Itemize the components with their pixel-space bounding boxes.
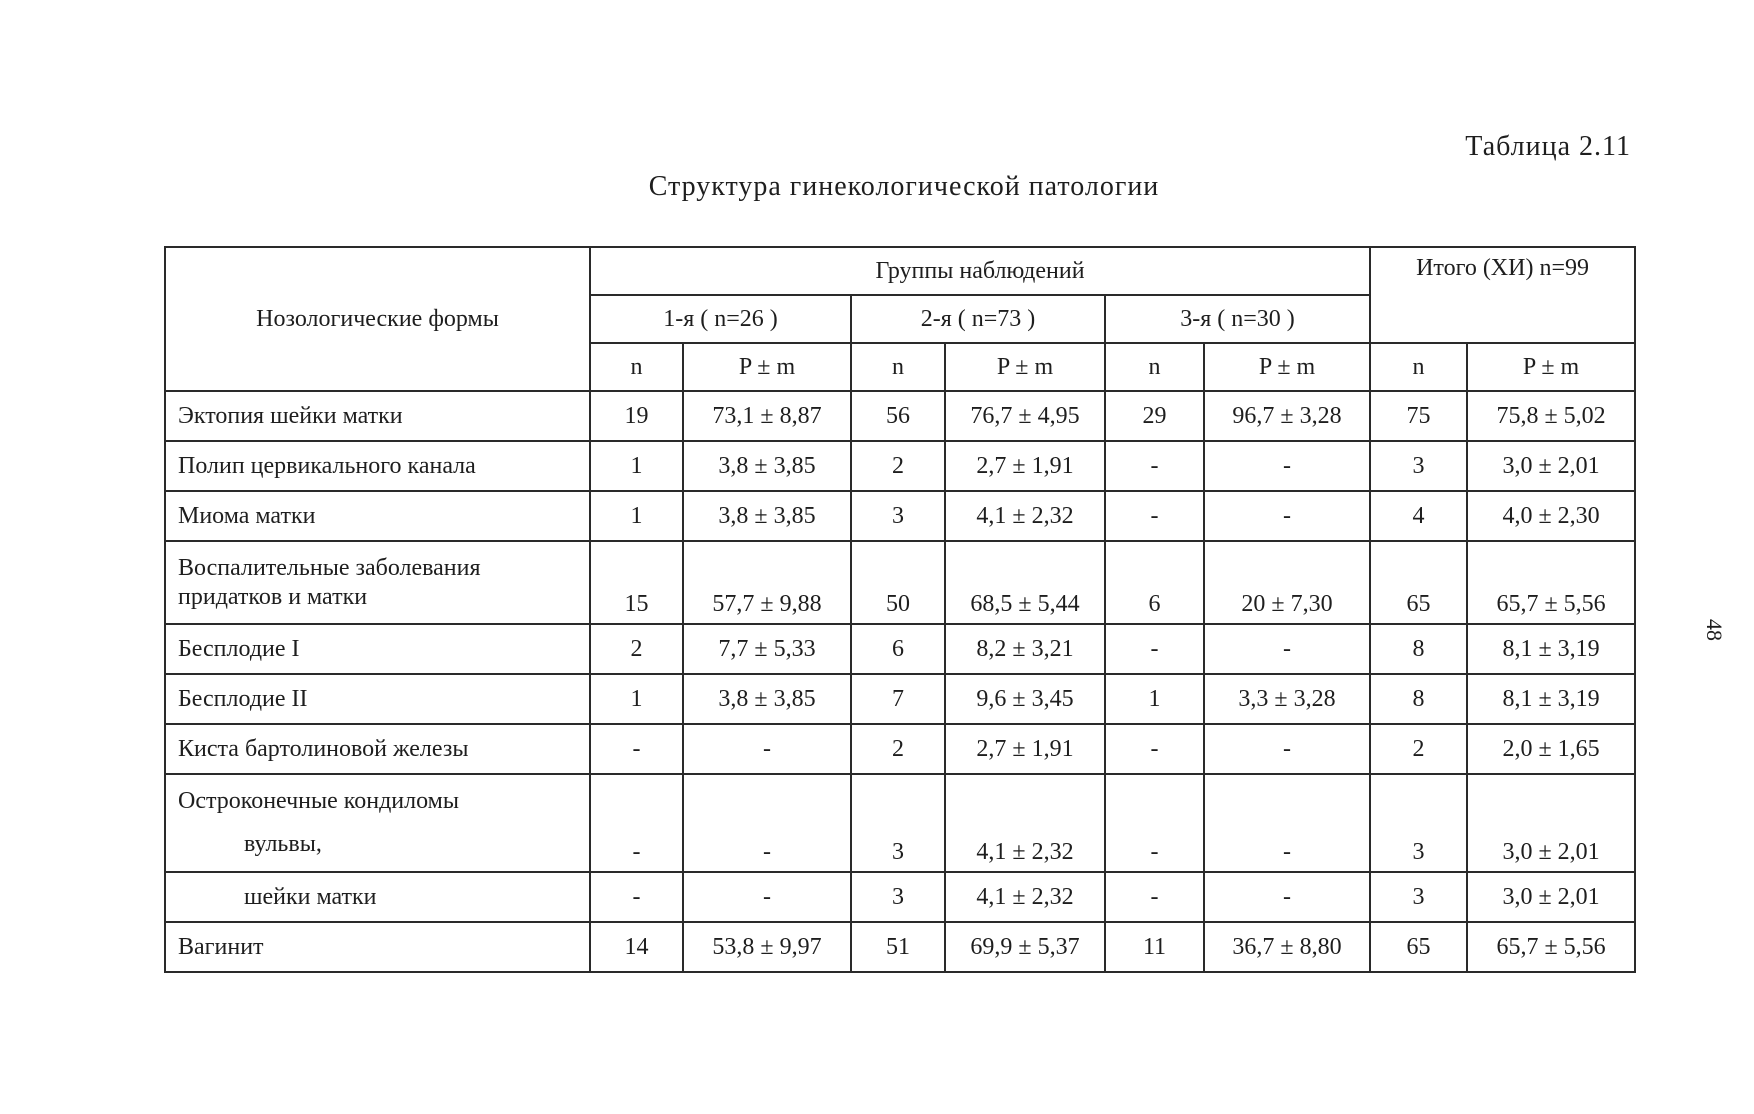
cell-total-n: 3 (1370, 774, 1467, 872)
cell-g1-n: 1 (590, 674, 683, 724)
cell-g3-n: - (1105, 624, 1204, 674)
cell-g3-n: 1 (1105, 674, 1204, 724)
cell-g2-pm: 2,7 ± 1,91 (945, 441, 1105, 491)
header-group-1: 1-я ( n=26 ) (590, 295, 851, 343)
row-name (165, 774, 590, 872)
table-row (165, 624, 1635, 674)
cell-g3-n: - (1105, 724, 1204, 774)
table-row (165, 541, 1635, 624)
cell-g3-pm: 3,3 ± 3,28 (1204, 674, 1370, 724)
row-name-sub: шейки матки (244, 883, 377, 910)
cell-g2-n: 50 (851, 541, 945, 624)
cell-g2-pm: 69,9 ± 5,37 (945, 922, 1105, 972)
cell-total-pm: 3,0 ± 2,01 (1467, 441, 1635, 491)
row-name: Эктопия шейки матки (165, 391, 590, 441)
cell-g3-n: - (1105, 872, 1204, 922)
cell-total-n: 65 (1370, 541, 1467, 624)
row-name (165, 872, 590, 922)
row-name: Полип цервикального канала (165, 441, 590, 491)
row-name: Киста бартолиновой железы (165, 724, 590, 774)
header-g2-pm: P ± m (945, 343, 1105, 391)
cell-g2-n: 2 (851, 724, 945, 774)
cell-total-n: 65 (1370, 922, 1467, 972)
table-row (165, 491, 1635, 541)
header-g3-n: n (1105, 343, 1204, 391)
row-name-line1: Воспалительные заболевания (178, 554, 481, 581)
cell-g3-n: - (1105, 774, 1204, 872)
cell-g1-pm: 53,8 ± 9,97 (683, 922, 851, 972)
row-name-title: Остроконечные кондиломы (178, 788, 459, 814)
cell-g3-pm: 36,7 ± 8,80 (1204, 922, 1370, 972)
header-row-groups (165, 247, 1635, 295)
cell-g1-pm: 7,7 ± 5,33 (683, 624, 851, 674)
cell-total-n: 3 (1370, 872, 1467, 922)
cell-g1-pm: - (683, 724, 851, 774)
header-nosology: Нозологические формы (165, 247, 590, 391)
cell-g3-pm: 96,7 ± 3,28 (1204, 391, 1370, 441)
table-row (165, 441, 1635, 491)
cell-g1-pm: 57,7 ± 9,88 (683, 541, 851, 624)
cell-g1-n: - (590, 724, 683, 774)
table-row (165, 922, 1635, 972)
cell-g3-pm: - (1204, 491, 1370, 541)
cell-g3-pm: - (1204, 624, 1370, 674)
header-g2-n: n (851, 343, 945, 391)
header-group-2: 2-я ( n=73 ) (851, 295, 1105, 343)
cell-g2-pm: 8,2 ± 3,21 (945, 624, 1105, 674)
cell-total-n: 3 (1370, 441, 1467, 491)
header-g3-pm: P ± m (1204, 343, 1370, 391)
cell-g3-pm: - (1204, 441, 1370, 491)
cell-g3-n: 6 (1105, 541, 1204, 624)
row-name: Миома матки (165, 491, 590, 541)
cell-g2-pm: 4,1 ± 2,32 (945, 491, 1105, 541)
header-groups: Группы наблюдений (590, 247, 1370, 295)
cell-g1-n: 19 (590, 391, 683, 441)
table-row (165, 774, 1635, 872)
cell-g1-pm: 3,8 ± 3,85 (683, 674, 851, 724)
cell-total-pm: 3,0 ± 2,01 (1467, 774, 1635, 872)
cell-g2-n: 6 (851, 624, 945, 674)
table-row (165, 872, 1635, 922)
cell-g2-n: 2 (851, 441, 945, 491)
cell-total-pm: 75,8 ± 5,02 (1467, 391, 1635, 441)
cell-g3-n: 29 (1105, 391, 1204, 441)
row-name: Вагинит (165, 922, 590, 972)
cell-total-pm: 2,0 ± 1,65 (1467, 724, 1635, 774)
cell-g1-n: - (590, 872, 683, 922)
table-number: Таблица 2.11 (1465, 131, 1631, 162)
row-name-line2: придатков и матки (178, 583, 368, 610)
table-row (165, 391, 1635, 441)
cell-g1-pm: 3,8 ± 3,85 (683, 441, 851, 491)
cell-g2-n: 7 (851, 674, 945, 724)
cell-g3-pm: - (1204, 724, 1370, 774)
cell-g2-n: 3 (851, 774, 945, 872)
cell-g1-pm: - (683, 774, 851, 872)
cell-total-pm: 4,0 ± 2,30 (1467, 491, 1635, 541)
page-number: 48 (1702, 619, 1727, 641)
pathology-table (164, 246, 1636, 973)
cell-g2-n: 3 (851, 491, 945, 541)
cell-g3-n: - (1105, 441, 1204, 491)
table-row (165, 674, 1635, 724)
cell-g3-pm: 20 ± 7,30 (1204, 541, 1370, 624)
cell-g2-pm: 76,7 ± 4,95 (945, 391, 1105, 441)
cell-total-n: 2 (1370, 724, 1467, 774)
cell-total-pm: 8,1 ± 3,19 (1467, 674, 1635, 724)
cell-g1-n: 1 (590, 491, 683, 541)
cell-g1-n: 1 (590, 441, 683, 491)
row-name (165, 541, 590, 624)
cell-g1-pm: 73,1 ± 8,87 (683, 391, 851, 441)
cell-g1-n: - (590, 774, 683, 872)
cell-g1-n: 15 (590, 541, 683, 624)
cell-total-pm: 65,7 ± 5,56 (1467, 922, 1635, 972)
cell-g1-pm: 3,8 ± 3,85 (683, 491, 851, 541)
cell-total-pm: 65,7 ± 5,56 (1467, 541, 1635, 624)
cell-g3-n: - (1105, 491, 1204, 541)
cell-g2-pm: 4,1 ± 2,32 (945, 774, 1105, 872)
cell-total-n: 4 (1370, 491, 1467, 541)
row-name: Бесплодие I (165, 624, 590, 674)
cell-total-n: 8 (1370, 674, 1467, 724)
cell-g1-n: 14 (590, 922, 683, 972)
cell-total-n: 75 (1370, 391, 1467, 441)
header-total-pm: P ± m (1467, 343, 1635, 391)
cell-g1-n: 2 (590, 624, 683, 674)
cell-g2-n: 3 (851, 872, 945, 922)
cell-g2-pm: 9,6 ± 3,45 (945, 674, 1105, 724)
cell-g2-n: 56 (851, 391, 945, 441)
header-total: Итого (ХИ) n=99 (1370, 247, 1635, 343)
header-total-n: n (1370, 343, 1467, 391)
cell-g2-pm: 68,5 ± 5,44 (945, 541, 1105, 624)
row-name: Бесплодие II (165, 674, 590, 724)
cell-total-pm: 8,1 ± 3,19 (1467, 624, 1635, 674)
cell-total-n: 8 (1370, 624, 1467, 674)
cell-g3-pm: - (1204, 872, 1370, 922)
cell-g1-pm: - (683, 872, 851, 922)
cell-g3-n: 11 (1105, 922, 1204, 972)
row-name-sub: вульвы, (244, 831, 322, 857)
header-g1-pm: P ± m (683, 343, 851, 391)
header-group-3: 3-я ( n=30 ) (1105, 295, 1370, 343)
cell-g3-pm: - (1204, 774, 1370, 872)
cell-g2-n: 51 (851, 922, 945, 972)
table-title: Структура гинекологической патологии (648, 171, 1160, 202)
header-g1-n: n (590, 343, 683, 391)
table-row (165, 724, 1635, 774)
cell-g2-pm: 2,7 ± 1,91 (945, 724, 1105, 774)
cell-total-pm: 3,0 ± 2,01 (1467, 872, 1635, 922)
cell-g2-pm: 4,1 ± 2,32 (945, 872, 1105, 922)
